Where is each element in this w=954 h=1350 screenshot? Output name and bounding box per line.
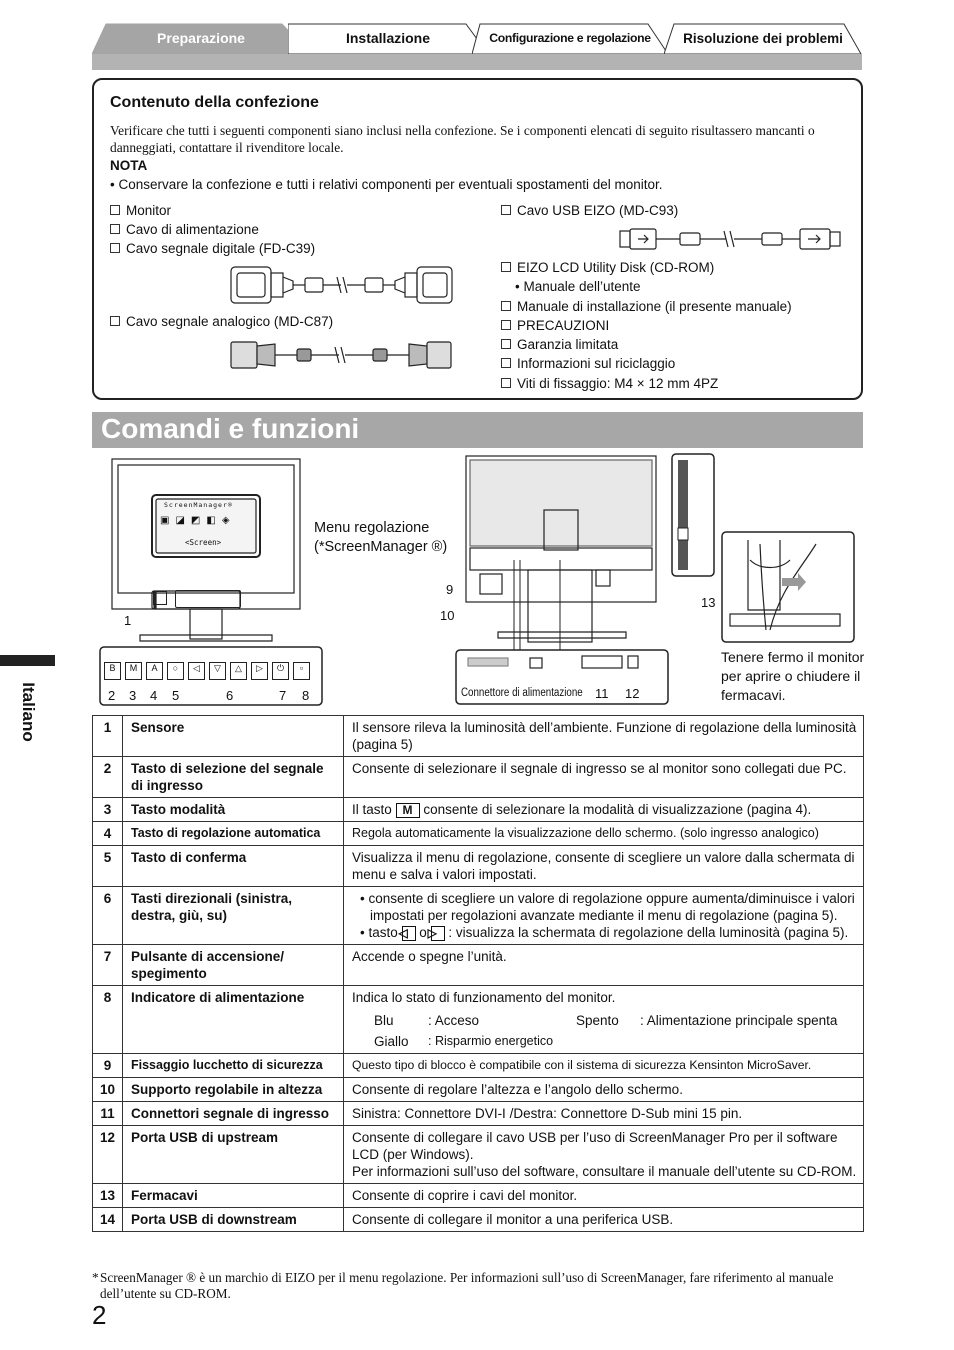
row-name: Porta USB di upstream [123, 1126, 344, 1184]
table-row [93, 945, 864, 986]
mode-key-icon: M [396, 803, 420, 818]
status-name: Spento [576, 1013, 619, 1028]
bullet-text: consente di scegliere un valore di regolazione oppure aumenta/diminuisce i valori impostati per regolazioni avanzate mediante il menu di regolazione (pagina 5). [368, 891, 855, 923]
item-label: • Manuale dell’utente [515, 279, 641, 294]
checklist-item [501, 376, 718, 391]
row-name: Indicatore di alimentazione [123, 986, 344, 1054]
page-number: 2 [92, 1300, 107, 1330]
power-button[interactable]: ⏻ [272, 662, 289, 680]
desc-text: Consente di collegare il cavo USB per l’uso di ScreenManager Pro per il software LCD (per Windows). [352, 1130, 838, 1162]
control-panel-zoom-source [175, 590, 241, 608]
sensor-icon [153, 591, 167, 605]
checklist-item [110, 203, 171, 218]
row-desc: Consente di coprire i cavi del monitor. [344, 1184, 864, 1208]
tab-label: Installazione [345, 30, 431, 46]
callout: 6 [226, 688, 234, 703]
row-number: 14 [93, 1208, 123, 1232]
callout: 8 [302, 688, 310, 703]
left-button[interactable]: ◁ [188, 662, 205, 680]
package-contents-box [92, 78, 863, 400]
status-value: : Alimentazione principale spenta [640, 1013, 838, 1028]
item-label: Informazioni sul riciclaggio [517, 356, 676, 371]
checklist-item [110, 241, 315, 256]
callout: 11 [595, 686, 609, 701]
footnote [92, 1270, 862, 1302]
menu-label: Menu regolazione [314, 520, 430, 536]
language-tab [15, 677, 41, 747]
osd-icon: ◈ [221, 515, 230, 526]
section-title: Comandi e funzioni [101, 413, 360, 444]
row-desc [344, 1126, 864, 1184]
section-header [92, 412, 863, 448]
footnote-text: ScreenManager ® è un marchio di EIZO per il menu regolazione. Per informazioni sull’uso di ScreenManager, fare riferimento al manuale dell’utente su CD-ROM. [100, 1270, 834, 1301]
checkbox-icon [501, 320, 511, 330]
row-number: 1 [93, 716, 123, 757]
callout: 7 [279, 688, 287, 703]
row-number: 11 [93, 1102, 123, 1126]
checkbox-icon [501, 339, 511, 349]
power-indicator: ▫ [293, 662, 310, 680]
osd-icon-row [160, 515, 250, 526]
row-desc: Accende o spegne l’unità. [344, 945, 864, 986]
osd-icon: ◪ [175, 515, 185, 526]
row-desc: Consente di selezionare il segnale di ingresso se al monitor sono collegati due PC. [344, 757, 864, 798]
item-label: EIZO LCD Utility Disk (CD-ROM) [517, 260, 715, 275]
table-row [93, 1208, 864, 1232]
item-label: Cavo di alimentazione [126, 222, 259, 237]
status-value: : Risparmio energetico [428, 1034, 554, 1048]
bullet-text: tasto [368, 925, 398, 940]
row-name: Tasto modalità [123, 798, 344, 822]
row-name: Fermacavi [123, 1184, 344, 1208]
row-name: Connettori segnale di ingresso [123, 1102, 344, 1126]
checkbox-icon [501, 205, 511, 215]
status-name: Giallo [374, 1034, 409, 1049]
row-name: Porta USB di downstream [123, 1208, 344, 1232]
item-label: Cavo segnale digitale (FD-C39) [126, 241, 316, 256]
input-select-button[interactable]: B [104, 662, 121, 680]
checklist-item [501, 299, 792, 314]
dvi-cable-illustration [229, 263, 454, 307]
monitor-back-illustration [440, 452, 680, 708]
clip-note: Tenere fermo il monitor per aprire o chiudere il fermacavi. [721, 649, 865, 703]
language-label: Italiano [19, 682, 38, 742]
row-desc: Visualizza il menu di regolazione, consente di scegliere un valore dalla schermata di menu e salva i valori impostati. [344, 846, 864, 887]
checklist-item [110, 222, 259, 237]
right-button[interactable]: ▷ [251, 662, 268, 680]
callout: 1 [124, 613, 132, 628]
table-row [93, 1184, 864, 1208]
status-value: : Acceso [428, 1013, 480, 1028]
callout: 13 [701, 595, 716, 610]
tab-label: Configurazione e regolazione [489, 31, 651, 45]
row-number: 3 [93, 798, 123, 822]
front-button-row [104, 662, 318, 680]
table-row [93, 1054, 864, 1078]
row-desc [344, 887, 864, 945]
osd-title: ScreenManager® [164, 501, 233, 509]
tab-installazione[interactable] [288, 22, 488, 54]
row-name: Tasto di regolazione automatica [123, 822, 344, 846]
row-desc: Regola automaticamente la visualizzazione dello schermo. (solo ingresso analogico) [344, 822, 864, 846]
checklist-item [501, 260, 714, 275]
row-name: Tasto di selezione del segnale di ingresso [123, 757, 344, 798]
tab-risoluzione[interactable] [664, 22, 862, 54]
checkbox-icon [501, 358, 511, 368]
checkbox-icon [110, 316, 120, 326]
checklist-item [501, 318, 609, 333]
callout: 3 [129, 688, 137, 703]
callout: 9 [446, 582, 454, 597]
desc-text: Indica lo stato di funzionamento del monitor. [352, 990, 616, 1005]
item-label: Monitor [126, 203, 172, 218]
mode-button[interactable]: M [125, 662, 142, 680]
item-label: Cavo USB EIZO (MD-C93) [517, 203, 679, 218]
bullet-text: : visualizza la schermata di regolazione della luminosità (pagina 5). [448, 925, 849, 940]
footnote-mark: * [92, 1270, 99, 1285]
osd-icon: ▣ [160, 515, 170, 526]
row-number: 7 [93, 945, 123, 986]
desc-text: Il tasto [352, 802, 392, 817]
status-line [352, 1012, 857, 1029]
checklist-subitem [515, 279, 641, 294]
bullet-item: • consente di scegliere un valore di regolazione oppure aumenta/diminuisce i valori impostati per regolazioni avanzate mediante il menu di regolazione (pagina 5). [360, 891, 855, 923]
checkbox-icon [501, 378, 511, 388]
enter-button[interactable]: ○ [167, 662, 184, 680]
row-number: 6 [93, 887, 123, 945]
checklist-item [110, 314, 333, 329]
table-row [93, 757, 864, 798]
up-button[interactable]: △ [230, 662, 247, 680]
checkbox-icon [501, 301, 511, 311]
row-name: Pulsante di accensione/ spegimento [123, 945, 344, 986]
row-desc: Il sensore rileva la luminosità dell’ambiente. Funzione di regolazione della luminosità (pagina 5) [344, 716, 864, 757]
auto-button[interactable]: A [146, 662, 163, 680]
callout: 10 [440, 608, 455, 623]
bullet-item: • tasto ◁ o ▷ : visualizza la schermata di regolazione della luminosità (pagina 5). [360, 925, 849, 940]
callout: 4 [150, 688, 158, 703]
package-intro: Verificare che tutti i seguenti componenti siano inclusi nella confezione. Se i componenti elencati di seguito risultassero mancanti o danneggiati, contattare il rivenditore locale. [110, 123, 815, 155]
table-row [93, 1102, 864, 1126]
checkbox-icon [110, 224, 120, 234]
bullet-text: o [419, 925, 427, 940]
checklist-item [501, 356, 675, 371]
row-desc [344, 798, 864, 822]
row-desc [344, 986, 864, 1054]
table-row [93, 846, 864, 887]
controls-table [92, 715, 864, 1232]
row-number: 10 [93, 1078, 123, 1102]
checkbox-icon [501, 262, 511, 272]
tab-preparazione[interactable] [92, 22, 310, 54]
checklist-item [501, 203, 678, 218]
tab-band [92, 54, 862, 70]
desc-text: Per informazioni sull’uso del software, consultare il manuale dell’utente su CD-ROM. [352, 1164, 857, 1179]
power-connector-label: Connettore di alimentazione [461, 687, 583, 699]
row-name: Tasto di conferma [123, 846, 344, 887]
table-row [93, 716, 864, 757]
row-desc: Questo tipo di blocco è compatibile con il sistema di sicurezza Kensinton MicroSaver. [344, 1054, 864, 1078]
checkbox-icon [110, 205, 120, 215]
row-number: 9 [93, 1054, 123, 1078]
checklist-item [501, 337, 618, 352]
nota-label: NOTA [110, 158, 148, 173]
row-desc: Sinistra: Connettore DVI-I /Destra: Connettore D-Sub mini 15 pin. [344, 1102, 864, 1126]
tab-label: Preparazione [157, 30, 245, 46]
callout: 5 [172, 688, 180, 703]
side-usb-detail-illustration [670, 452, 718, 578]
callout: 2 [108, 688, 116, 703]
tab-bar [92, 22, 862, 70]
package-title: Contenuto della confezione [110, 94, 319, 111]
item-label: Cavo segnale analogico (MD-C87) [126, 314, 334, 329]
cable-clip-illustration [720, 530, 856, 644]
item-label: Manuale di installazione (il presente manuale) [517, 299, 792, 314]
table-row [93, 1078, 864, 1102]
row-desc: Consente di collegare il monitor a una periferica USB. [344, 1208, 864, 1232]
language-tab-bar [0, 655, 55, 666]
tab-configurazione[interactable] [472, 22, 668, 54]
menu-label-trademark: (*ScreenManager ®) [314, 539, 448, 555]
row-number: 8 [93, 986, 123, 1054]
row-number: 12 [93, 1126, 123, 1184]
row-number: 5 [93, 846, 123, 887]
row-number: 4 [93, 822, 123, 846]
row-name: Supporto regolabile in altezza [123, 1078, 344, 1102]
table-row [93, 822, 864, 846]
status-line [352, 1033, 857, 1050]
row-number: 2 [93, 757, 123, 798]
table-row [93, 1126, 864, 1184]
item-label: Viti di fissaggio: M4 × 12 mm 4PZ [517, 376, 719, 391]
row-desc: Consente di regolare l’altezza e l’angolo dello schermo. [344, 1078, 864, 1102]
left-key-icon: ◁ [402, 926, 416, 941]
osd-icon: ◩ [190, 515, 201, 526]
tab-label: Risoluzione dei problemi [683, 30, 843, 46]
checkbox-icon [110, 243, 120, 253]
row-number: 13 [93, 1184, 123, 1208]
row-name: Sensore [123, 716, 344, 757]
nota-text: • Conservare la confezione e tutti i relativi componenti per eventuali spostamenti del monitor. [110, 177, 663, 192]
callout: 12 [625, 686, 640, 701]
usb-cable-illustration [618, 226, 844, 252]
down-button[interactable]: ▽ [209, 662, 226, 680]
right-key-icon: ▷ [431, 926, 445, 941]
dsub-cable-illustration [229, 338, 454, 372]
osd-icon: ◧ [206, 515, 216, 526]
desc-text: consente di selezionare la modalità di visualizzazione (pagina 4). [423, 802, 812, 817]
table-row [93, 986, 864, 1054]
table-row [93, 887, 864, 945]
row-name: Fissaggio lucchetto di sicurezza [123, 1054, 344, 1078]
item-label: Garanzia limitata [517, 337, 619, 352]
osd-subtitle: <Screen> [185, 538, 222, 547]
table-row [93, 798, 864, 822]
item-label: PRECAUZIONI [517, 318, 610, 333]
status-name: Blu [374, 1013, 394, 1028]
row-name: Tasti direzionali (sinistra, destra, giù, su) [123, 887, 344, 945]
